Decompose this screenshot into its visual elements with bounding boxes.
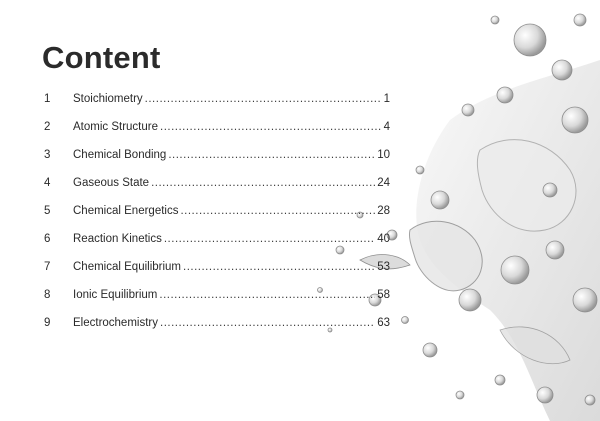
toc-entry-number: 7: [44, 261, 51, 273]
toc-entry-number: 2: [44, 121, 51, 133]
toc-entry[interactable]: [44, 149, 390, 177]
toc-entry-title: Chemical Bonding: [73, 149, 167, 161]
toc-entry[interactable]: [44, 205, 390, 233]
toc-entry-page: 58: [377, 289, 390, 301]
toc-entry-title: Stoichiometry: [73, 93, 143, 105]
toc-entry-page: 1: [383, 93, 390, 105]
toc-entry-title: Chemical Energetics: [73, 205, 179, 217]
toc-entry[interactable]: [44, 289, 390, 317]
toc-dot-leader: [159, 289, 375, 301]
toc-dot-leader: [151, 177, 375, 189]
toc-entry-title: Chemical Equilibrium: [73, 261, 182, 273]
toc-entry-number: 4: [44, 177, 51, 189]
toc-entry-number: 3: [44, 149, 51, 161]
toc-dot-leader: [160, 317, 375, 329]
toc-entry-title: Reaction Kinetics: [73, 233, 162, 245]
toc-entry-number: 8: [44, 289, 51, 301]
toc-entry-number: 9: [44, 317, 51, 329]
table-of-contents: [44, 93, 390, 345]
toc-entry-number: 5: [44, 205, 51, 217]
page-title: Content: [42, 40, 161, 75]
toc-entry-number: 6: [44, 233, 51, 245]
toc-dot-leader: [145, 93, 382, 105]
toc-dot-leader: [183, 261, 375, 273]
toc-entry-number: 1: [44, 93, 51, 105]
toc-entry[interactable]: [44, 233, 390, 261]
toc-dot-leader: [160, 121, 382, 133]
toc-entry[interactable]: [44, 177, 390, 205]
toc-dot-leader: [180, 205, 375, 217]
toc-entry[interactable]: [44, 121, 390, 149]
toc-entry-page: 63: [377, 317, 390, 329]
toc-entry-title: Atomic Structure: [73, 121, 158, 133]
toc-entry[interactable]: [44, 317, 390, 345]
toc-entry-page: 24: [377, 177, 390, 189]
toc-entry-title: Electrochemistry: [73, 317, 158, 329]
toc-dot-leader: [164, 233, 375, 245]
toc-entry[interactable]: [44, 261, 390, 289]
toc-entry-title: Ionic Equilibrium: [73, 289, 158, 301]
toc-dot-leader: [168, 149, 375, 161]
toc-entry[interactable]: [44, 93, 390, 121]
toc-entry-page: 53: [377, 261, 390, 273]
toc-entry-title: Gaseous State: [73, 177, 150, 189]
toc-entry-page: 40: [377, 233, 390, 245]
toc-entry-page: 10: [377, 149, 390, 161]
toc-entry-page: 28: [377, 205, 390, 217]
toc-entry-page: 4: [383, 121, 390, 133]
